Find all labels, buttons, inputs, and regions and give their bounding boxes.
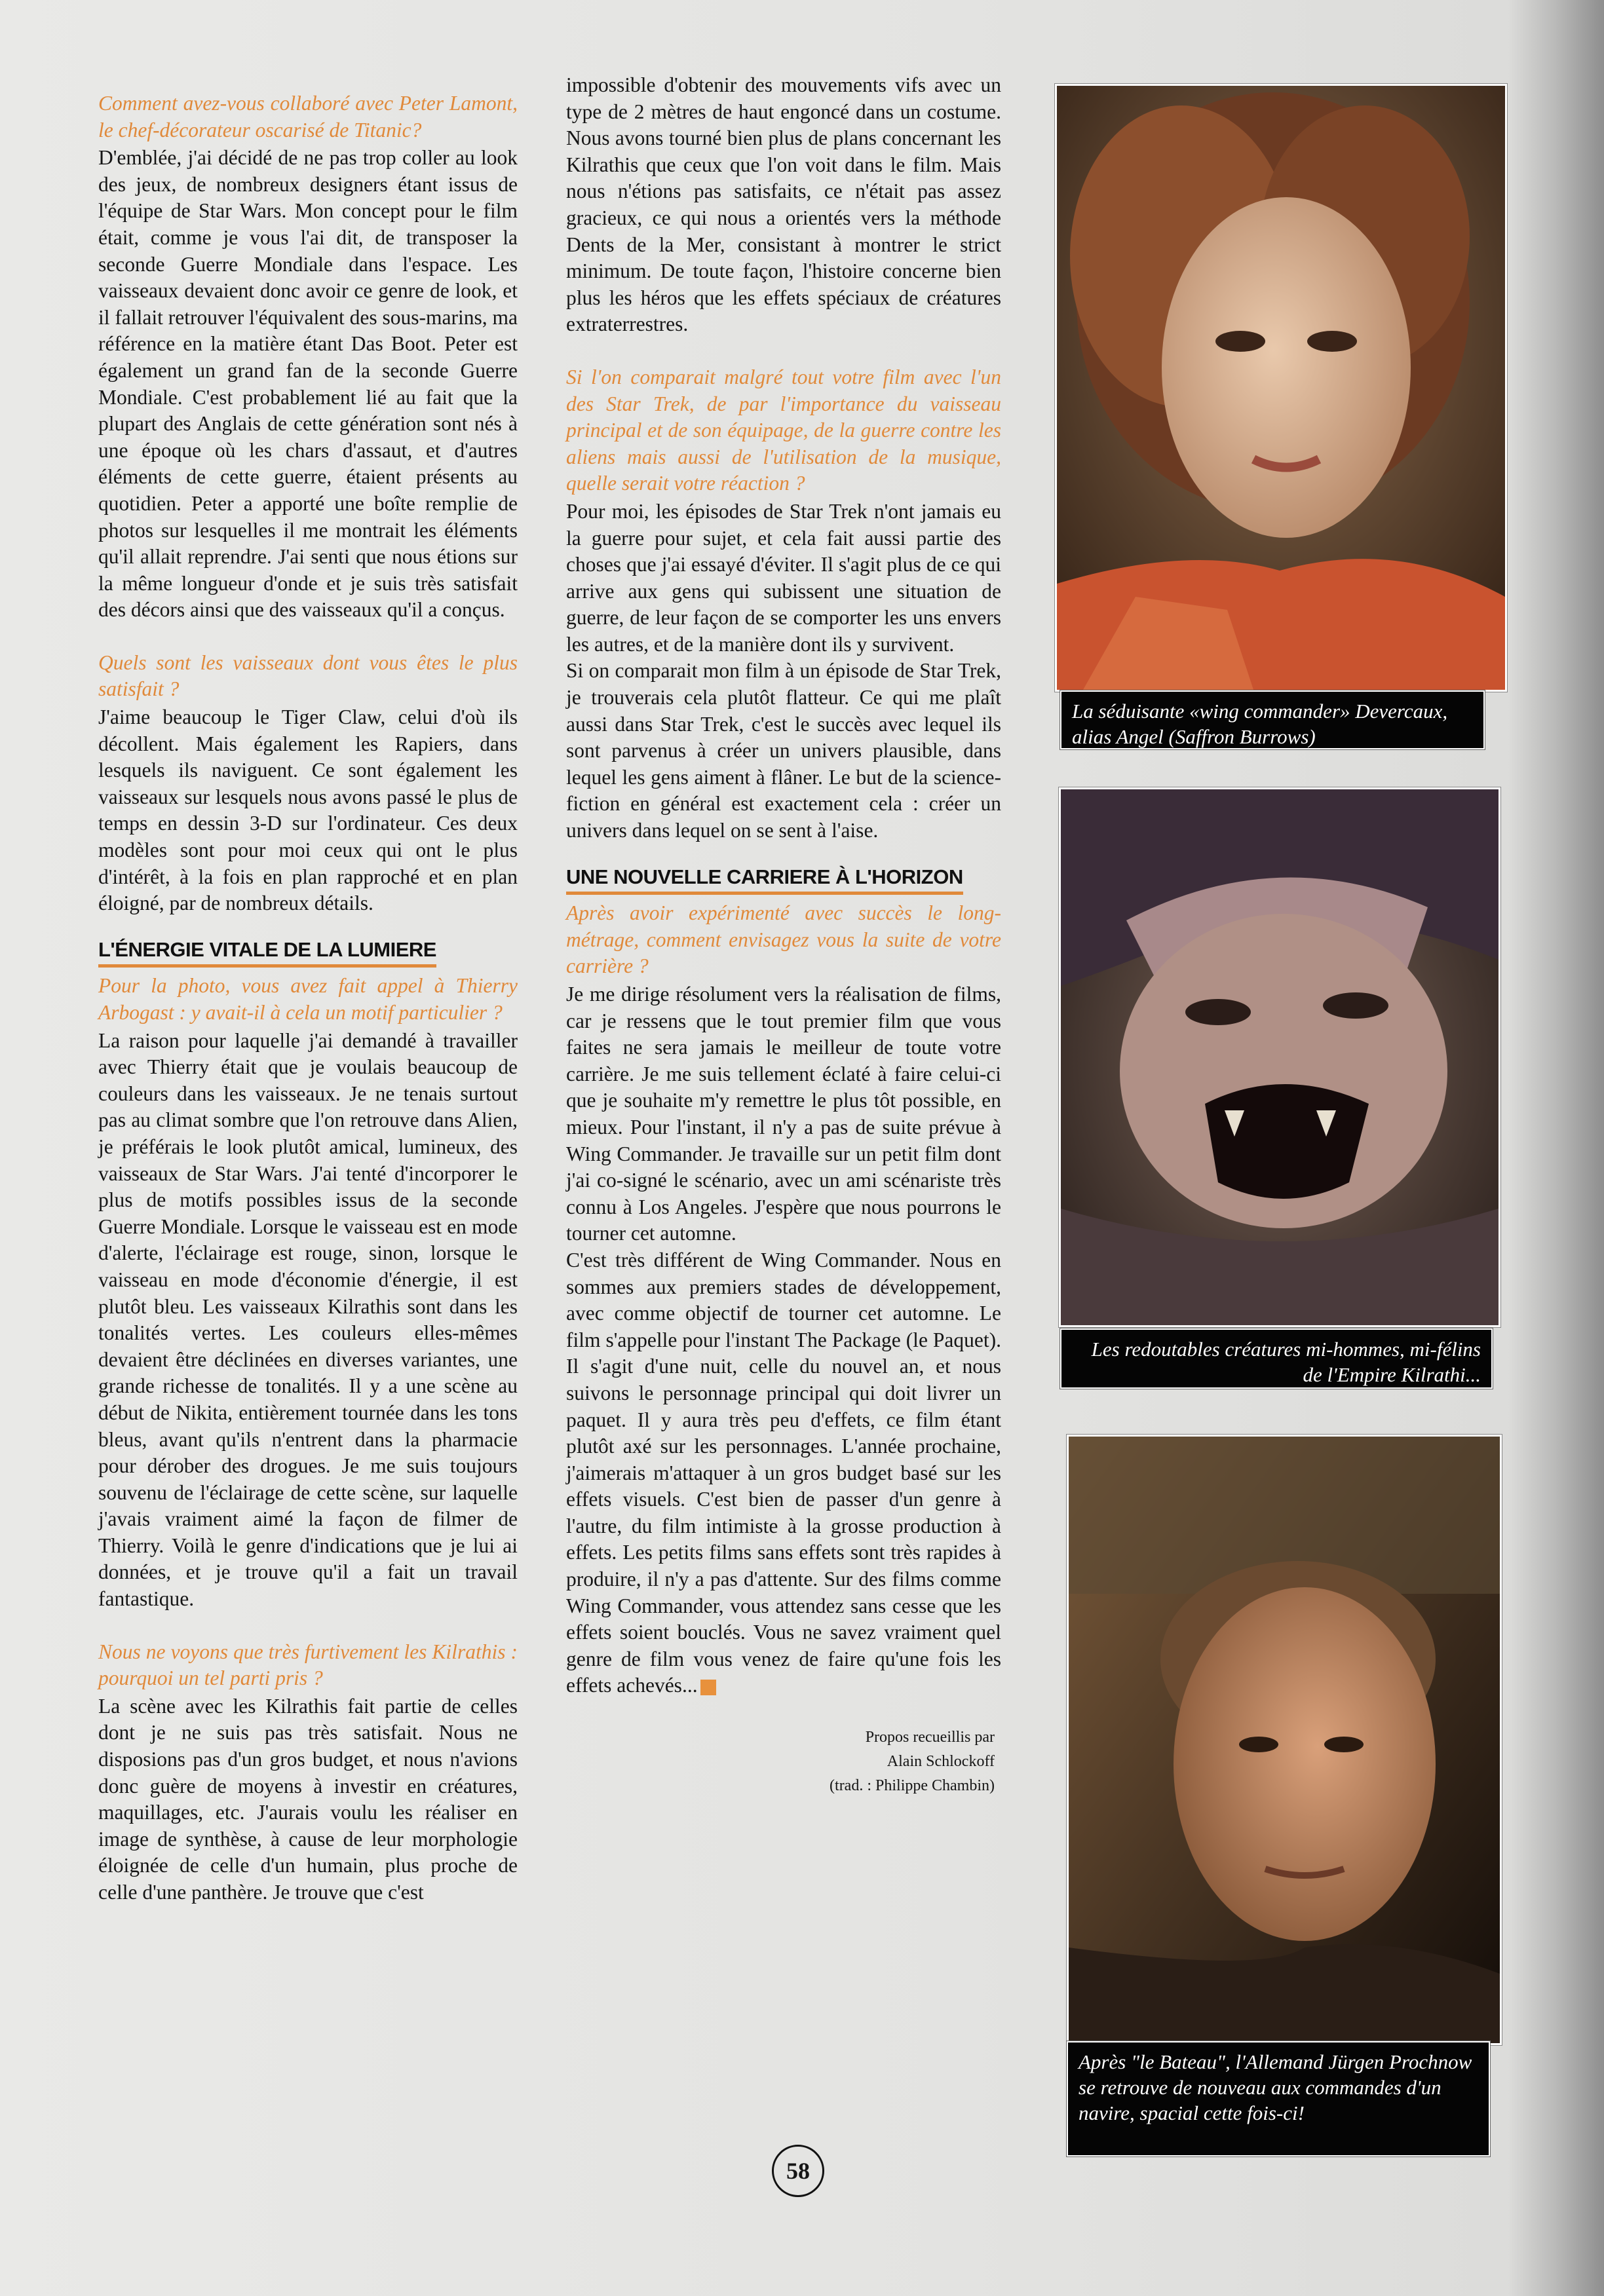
credit-author: Alain Schlockoff (887, 1753, 995, 1771)
photo-angel (1055, 84, 1507, 692)
interview-question: Nous ne voyons que très furtivement les Kilrathis : pourquoi un tel parti pris ? (98, 1640, 518, 1690)
credit-translator: (trad. : Philippe Chambin) (830, 1777, 995, 1795)
interview-question: Si l'on comparait malgré tout votre film avec l'un des Star Trek, de par l'importance du vaisseau principal et de son équipage, de la guerre contre les aliens mais aussi de l'utilisation de la musique, quelle serait votre réaction ? (566, 365, 1001, 495)
interview-answer: impossible d'obtenir des mouvements vifs avec un type de 2 mètres de haut engoncé dans un costume. Nous avons tourné bien plus de plans concernant les Kilrathis que ceux que l'on voit dans le film. Mais nous n'étions pas satisfaits, ce n'était pas assez gracieux, ce qui nous a orientés vers la méthode Dents de la Mer, consistant à montrer le strict minimum. De toute façon, l'histoire concerne bien plus les héros que les effets spéciaux de créatures extraterrestres. (566, 73, 1001, 336)
interview-answer: Si on comparait mon film à un épisode de Star Trek, je trouverais cela plutôt flatteur. Ce qui me plaît aussi dans Star Trek, c'est le succès avec lequel ils sont parvenus à créer un univers plausible, dans lequel les gens aiment à flâner. Le but de la science-fiction en général est exactement cela : créer un univers dans lequel on se sent à l'aise. (566, 659, 1001, 842)
photo-kilrathi (1059, 787, 1500, 1327)
interview-answer (566, 1247, 1001, 1699)
section-heading: UNE NOUVELLE CARRIERE À L'HORIZON (566, 864, 963, 895)
interview-question: Après avoir expérimenté avec succès le long-métrage, comment envisagez vous la suite de votre carrière ? (566, 901, 1001, 978)
credit-line: Propos recueillis par (865, 1729, 995, 1746)
article-column-left (98, 90, 518, 1906)
page-number: 58 (772, 2145, 824, 2197)
article-credits (566, 1725, 1001, 1798)
photo-caption: Les redoutables créatures mi-hommes, mi-félins de l'Empire Kilrathi... (1060, 1328, 1493, 1389)
portrait-man-image (1069, 1437, 1500, 2043)
interview-answer: La scène avec les Kilrathis fait partie de celles dont je ne suis pas très satisfait. Nous ne disposions pas d'un gros budget, et nous n'avions donc guère de moyens à investir en créatures, maquillages, etc. J'aurais voulu les réaliser en image de synthèse, à cause de leur morphologie éloignée de celle d'un humain, plus proche de celle d'une panthère. Je trouve que c'est (98, 1694, 518, 1904)
section-heading: L'ÉNERGIE VITALE DE LA LUMIERE (98, 937, 436, 968)
interview-question: Quels sont les vaisseaux dont vous êtes le plus satisfait ? (98, 650, 518, 701)
interview-answer: La raison pour laquelle j'ai demandé à travailler avec Thierry était que je voulais beaucoup de couleurs dans les vaisseaux. Je ne tenais surtout pas au climat sombre que l'on retrouve dans Alien, je préférais le look plutôt amical, lumineux, des vaisseaux de Star Wars. J'ai tenté d'incorporer le plus de motifs possibles issus de la seconde Guerre Mondiale. Lorsque le vaisseau est en mode d'alerte, l'éclairage est rouge, sinon, lorsque le vaisseau en mode d'économie d'énergie, il est plutôt bleu. Les vaisseaux Kilrathis sont dans les tonalités vertes. Les couleurs elles-mêmes devaient être déclinées en diverses variantes, une grande richesse de tonalités. Il y a une scène au début de Nikita, entièrement tournée dans les tons bleus, avant qu'ils n'entrent dans la pharmacie pour dérober des drogues. Je me suis toujours souvenu de l'éclairage de cette scène, sur laquelle j'avais vraiment aimé la façon de filmer de Thierry. Voilà le genre d'indications que je lui ai données, et je trouve qu'il a fait un travail fantastique. (98, 1028, 518, 1611)
photo-caption: La séduisante «wing commander» Devercaux, alias Angel (Saffron Burrows) (1060, 690, 1485, 749)
end-of-article-mark (700, 1680, 716, 1695)
photo-caption: Après "le Bateau", l'Allemand Jürgen Prochnow se retrouve de nouveau aux commandes d'un navire, spacial cette fois-ci! (1067, 2041, 1490, 2156)
interview-answer: Je me dirige résolument vers la réalisation de films, car je ressens que le tout premier film que vous faites ne sera jamais le meilleur de toute votre carrière. Je me suis tellement éclaté à faire celui-ci que je souhaite m'y remettre le plus tôt possible, en mieux. Pour l'instant, il n'y a pas de suite prévue à Wing Commander. Je travaille sur un petit film dont j'ai co-signé le scénario, avec un ami scénariste très connu à Los Angeles. J'espère que nous pourrons le tourner cet automne. (566, 983, 1001, 1245)
article-column-middle (566, 72, 1001, 1798)
photo-prochnow (1067, 1435, 1502, 2045)
creature-image (1061, 789, 1499, 1325)
answer-text: C'est très différent de Wing Commander. Nous en sommes aux premiers stades de développement, avec comme objectif de tourner cet automne. Le film s'appelle pour l'instant The Package (le Paquet). Il s'agit d'une nuit, celle du nouvel an, et nous suivons le personnage principal qui doit livrer un paquet. Il y aura très peu d'effets, ce film étant plutôt axé sur les personnages. L'année prochaine, j'aimerais m'attaquer à un gros budget basé sur les effets visuels. C'est bien de passer d'un genre à l'autre, du film intimiste à la grosse production à effets. Les petits films sans effets sont très rapides à produire, il n'y a pas d'attente. Sur des films comme Wing Commander, vous attendez sans cesse que les effets soient bouclés. Vous ne savez vraiment quel genre de film vous venez de faire qu'une fois les effets achevés... (566, 1248, 1001, 1697)
interview-answer: D'emblée, j'ai décidé de ne pas trop coller au look des jeux, de nombreux designers étant issus de l'équipe de Star Wars. Mon concept pour le film était, comme je vous l'ai dit, de transposer la seconde Guerre Mondiale dans l'espace. Les vaisseaux devaient donc avoir ce genre de look, et il fallait retrouver l'équivalent des sous-marins, ma référence en la matière étant Das Boot. Peter est également un grand fan de la seconde Guerre Mondiale. C'est probablement lié au fait que la plupart des Anglais de cette génération sont nés à une époque où les chars d'assaut, et d'autres éléments de cette guerre, étaient présents au quotidien. Peter a apporté une boîte remplie de photos sur lesquelles il me montrait les éléments qu'il allait reprendre. J'ai senti que nous étions sur la même longueur d'onde et je suis très satisfait des décors ainsi que des vaisseaux qu'il a conçus. (98, 146, 518, 622)
interview-answer: Pour moi, les épisodes de Star Trek n'ont jamais eu la guerre pour sujet, et cela fait aussi partie des choses que j'ai essayé d'éviter. Il s'agit plus de ce qui arrive aux gens qui subissent une situation de guerre, de leur façon de se comporter les uns envers les autres, et de la manière dont ils y survivent. (566, 499, 1001, 656)
interview-question: Comment avez-vous collaboré avec Peter Lamont, le chef-décorateur oscarisé de Titanic? (98, 92, 518, 141)
interview-question: Pour la photo, vous avez fait appel à Thierry Arbogast : y avait-il à cela un motif particulier ? (98, 974, 518, 1024)
portrait-woman-image (1057, 86, 1505, 690)
interview-answer: J'aime beaucoup le Tiger Claw, celui d'où ils décollent. Mais également les Rapiers, dans lesquels ils naviguent. Ce sont également les vaisseaux sur lesquels nous avons passé le plus de temps en dessin 3-D sur l'ordinateur. Ces deux modèles sont pour moi ceux qui ont le plus d'intérêt, à la fois en plan rapproché et en plan éloigné, par de nombreux détails. (98, 706, 518, 915)
